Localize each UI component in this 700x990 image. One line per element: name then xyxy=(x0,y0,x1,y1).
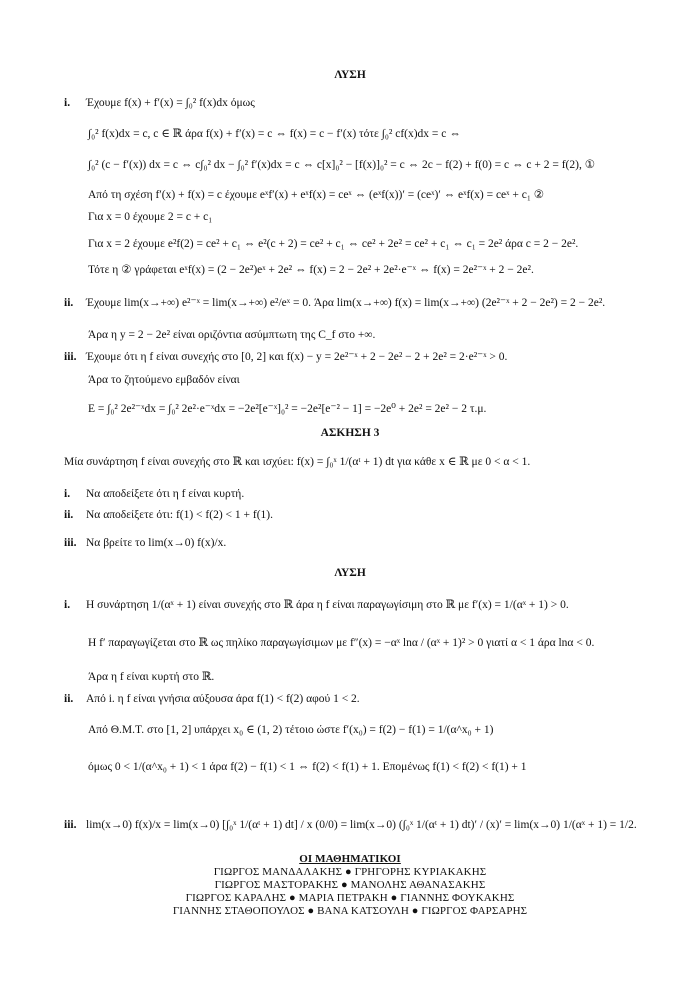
footer-authors-line: ΓΙΩΡΓΟΣ ΚΑΡΑΛΗΣ ● ΜΑΡΙΑ ΠΕΤΡΑΚΗ ● ΓΙΑΝΝΗΣ ΦΟΥΚΑΚΗΣ xyxy=(185,892,515,904)
equation-line: Η συνάρτηση 1/(αˣ + 1) είναι συνεχής στο ℝ άρα η f είναι παραγωγίσιμη στο ℝ με f′(x) = 1/(αˣ + 1) > 0. xyxy=(86,599,569,611)
item-label: i. xyxy=(64,488,71,500)
equation-line: Για x = 0 έχουμε 2 = c + c₁ xyxy=(88,211,213,223)
equation-line: ∫₀² f(x)dx = c, c ∈ ℝ άρα f(x) + f′(x) = c ⇔ f(x) = c − f′(x) τότε ∫₀² cf(x)dx = c ⇔ xyxy=(88,128,461,140)
footer-authors-line: ΓΙΩΡΓΟΣ ΜΑΣΤΟΡΑΚΗΣ ● ΜΑΝΟΛΗΣ ΑΘΑΝΑΣΑΚΗΣ xyxy=(214,879,486,891)
equation-line: Άρα η y = 2 − 2e² είναι οριζόντια ασύμπτωτη της C_f στο +∞. xyxy=(88,329,376,341)
exercise-statement: Μία συνάρτηση f είναι συνεχής στο ℝ και ισχύει: f(x) = ∫₀ˣ 1/(αᵗ + 1) dt για κάθε x ∈ ℝ με 0 < α < 1. xyxy=(64,456,531,468)
exercise-title: ΑΣΚΗΣΗ 3 xyxy=(320,427,380,439)
equation-line: Έχουμε lim(x→+∞) e²⁻ˣ = lim(x→+∞) e²/eˣ = 0. Άρα lim(x→+∞) f(x) = lim(x→+∞) (2e²⁻ˣ + 2 − 2e²) = 2 − 2e². xyxy=(86,297,606,309)
footer-title: ΟΙ ΜΑΘΗΜΑΤΙΚΟΙ xyxy=(299,853,401,865)
solution-part-iii xyxy=(64,818,637,832)
exercise-question-i xyxy=(64,487,244,501)
equation-line: Από i. η f είναι γνήσια αύξουσα άρα f(1) < f(2) αφού 1 < 2. xyxy=(86,693,360,705)
solution-title: ΛΥΣΗ xyxy=(334,69,366,81)
solution-part-ii xyxy=(64,296,605,310)
item-label: iii. xyxy=(64,819,77,831)
solution-part-i xyxy=(64,96,255,110)
equation-line: Από Θ.Μ.Τ. στο [1, 2] υπάρχει x₀ ∈ (1, 2) τέτοιο ώστε f′(x₀) = f(2) − f(1) = 1/(α^x₀ + 1) xyxy=(88,724,494,736)
item-label: i. xyxy=(64,599,71,611)
question-text: Να αποδείξετε ότι: f(1) < f(2) < 1 + f(1). xyxy=(86,509,273,521)
equation-line: Για x = 2 έχουμε e²f(2) = ce² + c₁ ⇔ e²(c + 2) = ce² + c₁ ⇔ ce² + 2e² = ce² + c₁ ⇔ c₁ = 2e² άρα c = 2 − 2e². xyxy=(88,238,579,250)
question-text: Να βρείτε το lim(x→0) f(x)/x. xyxy=(86,537,227,549)
item-label: iii. xyxy=(64,351,77,363)
solution-part-i xyxy=(64,598,569,612)
exercise-question-ii xyxy=(64,508,273,522)
equation-line: Έχουμε f(x) + f′(x) = ∫₀² f(x)dx όμως xyxy=(86,97,255,109)
item-label: ii. xyxy=(64,509,74,521)
equation-line: όμως 0 < 1/(α^x₀ + 1) < 1 άρα f(2) − f(1) < 1 ⇔ f(2) < f(1) + 1. Επομένως f(1) < f(2) < f(1) + 1 xyxy=(88,761,527,773)
equation-line: Από τη σχέση f′(x) + f(x) = c έχουμε eˣf′(x) + eˣf(x) = ceˣ ⇔ (eˣf(x))′ = (ceˣ)′ ⇔ eˣf(x) = ceˣ + c₁ ② xyxy=(88,189,545,201)
item-label: ii. xyxy=(64,297,74,309)
item-label: ii. xyxy=(64,693,74,705)
solution-part-iii xyxy=(64,350,507,364)
footer-authors-line: ΓΙΩΡΓΟΣ ΜΑΝΔΑΛΑΚΗΣ ● ΓΡΗΓΟΡΗΣ ΚΥΡΙΑΚΑΚΗΣ xyxy=(213,866,487,878)
item-label: iii. xyxy=(64,537,77,549)
equation-line: lim(x→0) f(x)/x = lim(x→0) [∫₀ˣ 1/(αᵗ + 1) dt] / x (0/0) = lim(x→0) (∫₀ˣ 1/(αᵗ + 1) dt)′ / (x)′ = lim(x→0) 1/(αˣ + 1) = 1/2. xyxy=(86,819,637,831)
equation-line: Τότε η ② γράφεται eˣf(x) = (2 − 2e²)eˣ + 2e² ⇔ f(x) = 2 − 2e² + 2e²·e⁻ˣ ⇔ f(x) = 2e²⁻ˣ + 2 − 2e². xyxy=(88,264,534,276)
equation-line: Έχουμε ότι η f είναι συνεχής στο [0, 2] και f(x) − y = 2e²⁻ˣ + 2 − 2e² − 2 + 2e² = 2·e²⁻ˣ > 0. xyxy=(86,351,508,363)
equation-line: ∫₀² (c − f′(x)) dx = c ⇔ c∫₀² dx − ∫₀² f′(x)dx = c ⇔ c[x]₀² − [f(x)]₀² = c ⇔ 2c − f(2) + f(0) = c ⇔ c + 2 = f(2), ① xyxy=(88,159,596,171)
equation-line: Άρα η f είναι κυρτή στο ℝ. xyxy=(88,671,215,683)
exercise-question-iii xyxy=(64,536,226,550)
solution-title: ΛΥΣΗ xyxy=(334,567,366,579)
equation-line: Η f′ παραγωγίζεται στο ℝ ως πηλίκο παραγωγίσιμων με f″(x) = −αˣ lnα / (αˣ + 1)² > 0 γιατί α < 1 άρα lnα < 0. xyxy=(88,637,595,649)
solution-part-ii xyxy=(64,692,360,706)
equation-line: E = ∫₀² 2e²⁻ˣdx = ∫₀² 2e²·e⁻ˣdx = −2e²[e⁻ˣ]₀² = −2e²[e⁻² − 1] = −2e⁰ + 2e² = 2e² − 2 τ.μ. xyxy=(88,403,487,415)
equation-line: Άρα το ζητούμενο εμβαδόν είναι xyxy=(88,374,240,386)
footer-authors-line: ΓΙΑΝΝΗΣ ΣΤΑΘΟΠΟΥΛΟΣ ● ΒΑΝΑ ΚΑΤΣΟΥΛΗ ● ΓΙΩΡΓΟΣ ΦΑΡΣΑΡΗΣ xyxy=(172,905,528,917)
item-label: i. xyxy=(64,97,71,109)
question-text: Να αποδείξετε ότι η f είναι κυρτή. xyxy=(86,488,245,500)
